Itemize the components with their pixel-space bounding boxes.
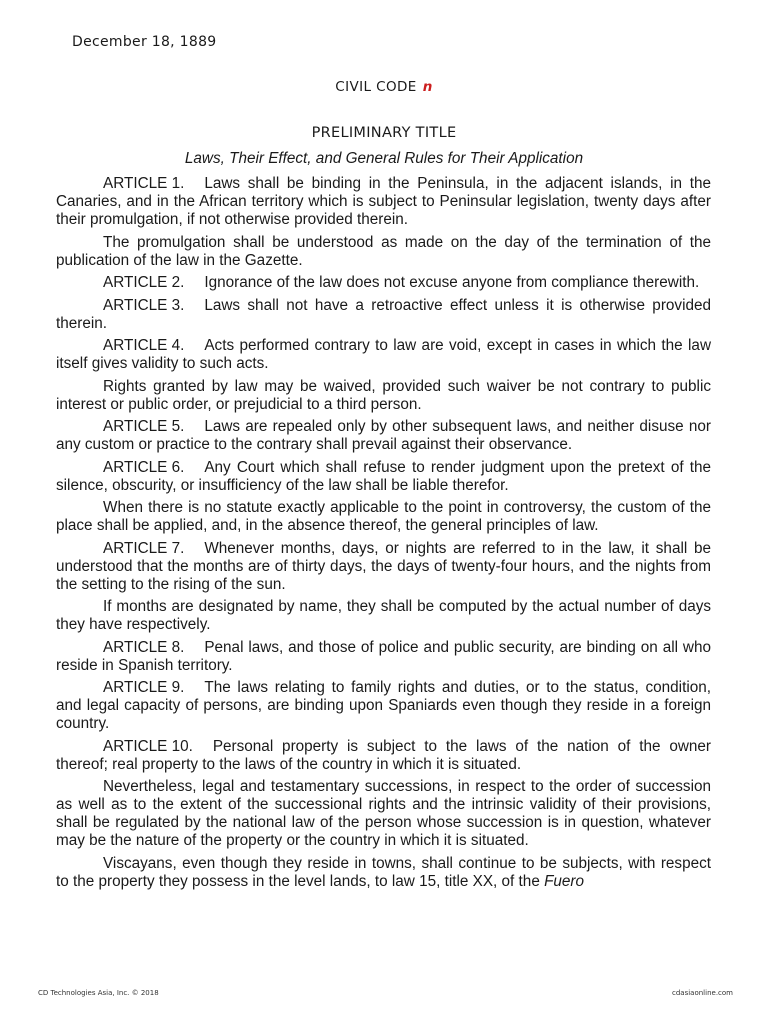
article-paragraph	[56, 738, 711, 774]
footer-copyright: CD Technologies Asia, Inc. © 2018	[38, 989, 159, 997]
code-title-text: CIVIL CODE	[335, 79, 417, 95]
article-number: ARTICLE 1.	[103, 175, 185, 192]
paragraph-text: If months are designated by name, they shall be computed by the actual number of days they have respectively.	[56, 598, 711, 633]
article-number: ARTICLE 10.	[103, 737, 193, 755]
paragraph	[56, 378, 711, 414]
paragraph-text: The laws relating to family rights and duties, or to the status, condition, and legal capacity of persons, are binding upon Spaniards even though they reside in a foreign country.	[56, 679, 711, 732]
footer-site: cdasiaonline.com	[672, 989, 733, 997]
paragraph	[56, 598, 711, 634]
paragraph-text: Any Court which shall refuse to render judgment upon the pretext of the silence, obscurity, or insufficiency of the law shall be liable therefor.	[56, 458, 711, 494]
article-number: ARTICLE 8.	[103, 638, 185, 656]
article-paragraph	[56, 418, 711, 454]
article-paragraph	[56, 540, 711, 594]
article-paragraph	[56, 639, 711, 675]
paragraph-text: Whenever months, days, or nights are referred to in the law, it shall be understood that the months are of thirty days, the days of twenty-four hours, and the nights from the setting to the rising of the sun.	[56, 539, 711, 593]
paragraph-text: Nevertheless, legal and testamentary successions, in respect to the order of succession as well as to the extent of the successional rights and the intrinsic validity of their provisions, shall be regulated by the national law of the person whose succession is in question, whatever may be the nature of the property or the country in which it is situated.	[56, 778, 711, 849]
article-number: ARTICLE 7.	[103, 539, 185, 557]
article-number: ARTICLE 5.	[103, 418, 185, 435]
paragraph	[56, 234, 711, 270]
last-paragraph-text: Viscayans, even though they reside in towns, shall continue to be subjects, with respect to the property they possess in the level lands, to law 15, title XX, of the	[56, 854, 711, 890]
document-date: December 18, 1889	[72, 34, 217, 50]
paragraph-text: Rights granted by law may be waived, provided such waiver be not contrary to public interest or public order, or prejudicial to a third person.	[56, 377, 711, 413]
section-subtitle: Laws, Their Effect, and General Rules for Their Application	[184, 150, 584, 167]
preliminary-title: PRELIMINARY TITLE	[311, 125, 457, 141]
paragraph-text: Acts performed contrary to law are void, except in cases in which the law itself gives validity to such acts.	[56, 337, 711, 372]
paragraph-text: When there is no statute exactly applicable to the point in controversy, the custom of the place shall be applied, and, in the absence thereof, the general principles of law.	[56, 499, 711, 534]
article-number: ARTICLE 2.	[103, 274, 185, 291]
article-paragraph	[56, 337, 711, 373]
article-paragraph	[56, 679, 711, 733]
article-paragraph	[56, 274, 711, 292]
paragraph-text: Personal property is subject to the laws of the nation of the owner thereof; real property to the laws of the country in which it is situated.	[56, 737, 711, 773]
note-marker-link[interactable]: n	[422, 79, 433, 95]
paragraph-text: The promulgation shall be understood as made on the day of the termination of the publication of the law in the Gazette.	[56, 233, 711, 269]
article-paragraph	[56, 175, 711, 229]
paragraph-list	[56, 175, 711, 850]
article-paragraph	[56, 297, 711, 333]
article-number: ARTICLE 9.	[103, 679, 185, 696]
paragraph-text: Laws shall not have a retroactive effect unless it is otherwise provided therein.	[56, 296, 711, 332]
code-title	[0, 79, 768, 95]
paragraph-text: Laws are repealed only by other subsequent laws, and neither disuse nor any custom or practice to the contrary shall prevail against their observance.	[56, 418, 711, 453]
article-paragraph	[56, 459, 711, 495]
paragraph	[56, 778, 711, 850]
article-number: ARTICLE 4.	[103, 337, 185, 354]
paragraph	[56, 499, 711, 535]
last-paragraph	[56, 855, 711, 891]
document-body	[56, 175, 711, 895]
paragraph-text: Penal laws, and those of police and public security, are binding on all who reside in Spanish territory.	[56, 638, 711, 674]
article-number: ARTICLE 6.	[103, 458, 185, 476]
article-number: ARTICLE 3.	[103, 296, 185, 314]
paragraph-text: Ignorance of the law does not excuse anyone from compliance therewith.	[204, 274, 700, 291]
last-paragraph-italic: Fuero	[544, 872, 585, 890]
paragraph-text: Laws shall be binding in the Peninsula, in the adjacent islands, in the Canaries, and in the African territory which is subject to Peninsular legislation, twenty days after their promulgation, if not otherwise provided therein.	[56, 175, 711, 228]
